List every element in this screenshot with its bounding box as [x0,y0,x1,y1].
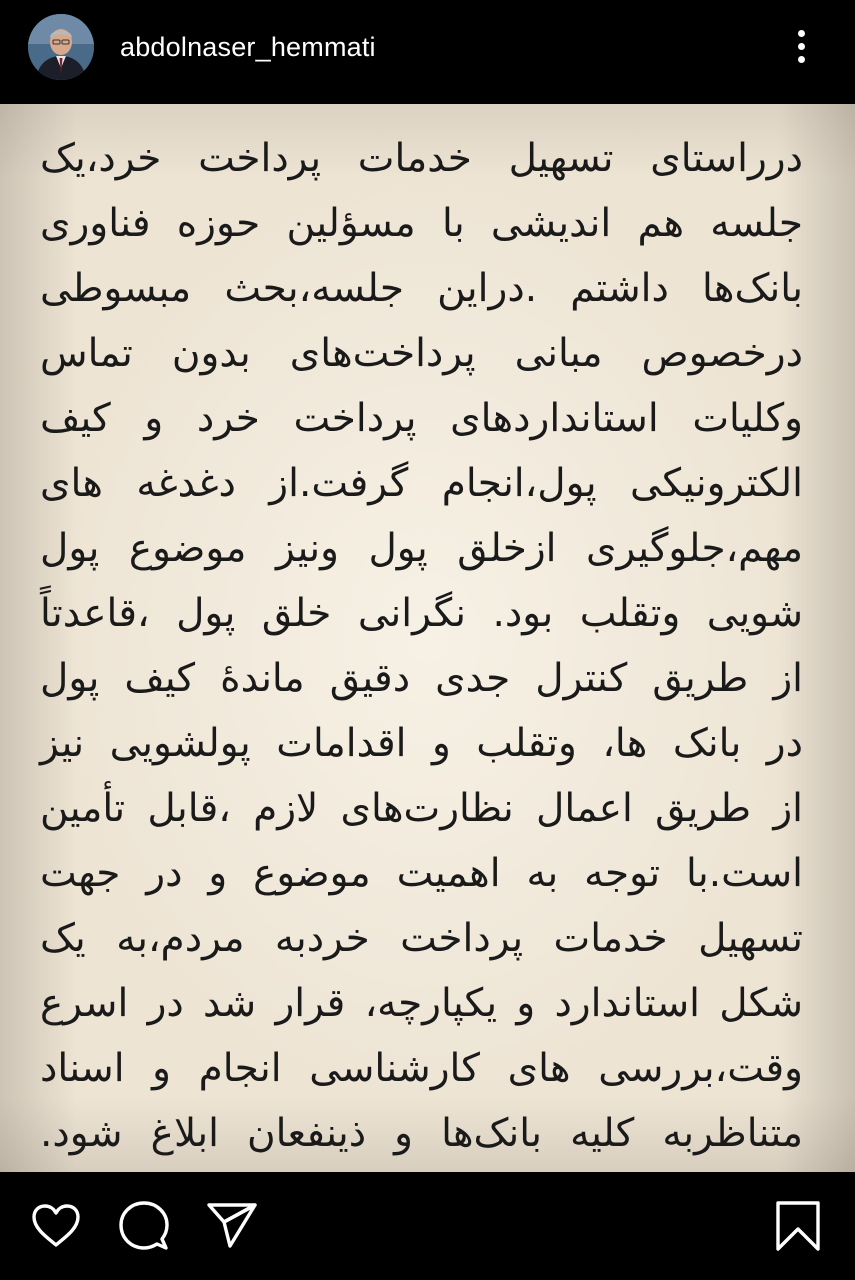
post-text-line: تسهیل خدمات پرداخت خردبه مردم،به یک [40,916,803,961]
more-vertical-icon[interactable] [786,26,818,68]
post-text-line: از طریق کنترل جدی دقیق ماندهٔ کیف پول [40,656,803,701]
post-text-line: در بانک ها، وتقلب و اقدامات پولشویی نیز [40,721,803,766]
username-link[interactable]: abdolnaser_hemmati [120,32,376,62]
post-text-line: متناظربه کلیه بانک‌ها و ذینفعان ابلاغ شود. [40,1111,803,1156]
post-text-line: است.با توجه به اهمیت موضوع و در جهت [40,851,803,896]
post-text-line: وکلیات استانداردهای پرداخت خرد و کیف [40,396,803,441]
post-text-line: مهم،جلوگیری ازخلق پول ونیز موضوع پول [40,526,803,571]
heart-icon[interactable] [28,1198,84,1254]
post-text-line: درخصوص مبانی پرداخت‌های بدون تماس [40,331,803,376]
post-text-line: شویی وتقلب بود. نگرانی خلق پول ،قاعدتاً [40,591,803,636]
post-text-line: درراستای تسهیل خدمات پرداخت خرد،یک [40,136,803,181]
post-caption-text [40,126,803,1166]
post-action-bar [0,1172,855,1280]
profile-photo-icon[interactable] [28,14,94,80]
post-text-line: شکل استاندارد و یکپارچه، قرار شد در اسرع [40,981,803,1026]
post-text-line: از طریق اعمال نظارت‌های لازم ،قابل تأمین [40,786,803,831]
comment-icon[interactable] [116,1198,172,1254]
send-icon[interactable] [204,1198,260,1254]
bookmark-icon[interactable] [770,1198,826,1254]
post-text-line: بانک‌ها داشتم .دراین جلسه،بحث مبسوطی [40,266,803,311]
post-header [0,0,855,104]
post-text-line: وقت،بررسی های کارشناسی انجام و اسناد [40,1046,803,1091]
post-text-line: الکترونیکی پول،انجام گرفت.از دغدغه های [40,461,803,506]
post-image[interactable] [0,104,855,1172]
post-text-line: جلسه هم اندیشی با مسؤلین حوزه فناوری [40,201,803,246]
